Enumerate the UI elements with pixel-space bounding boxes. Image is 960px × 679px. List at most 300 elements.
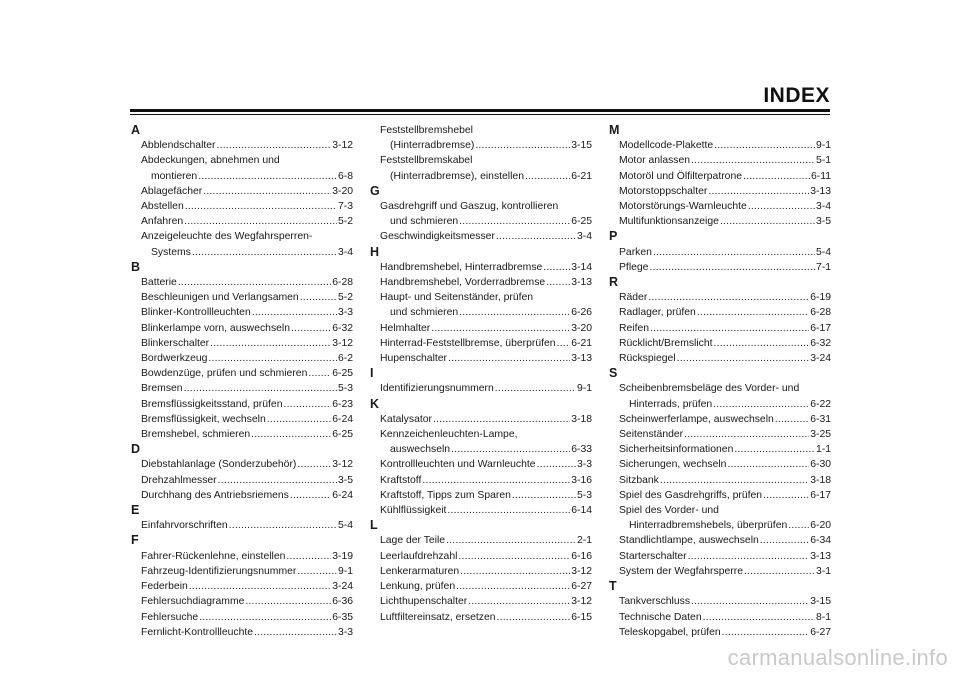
index-entry-text: Spiel des Vorder- und — [619, 505, 719, 517]
page-reference: 3-13 — [810, 550, 831, 562]
index-entry-text: Bordwerkzeug — [141, 353, 208, 365]
dot-leader — [763, 488, 809, 503]
dot-leader — [290, 488, 331, 503]
index-entry — [131, 381, 353, 396]
page-reference: 3-18 — [810, 474, 831, 486]
dot-leader — [512, 488, 576, 503]
index-entry — [609, 564, 831, 579]
index-entry-text: Rücklicht/Bremslicht — [619, 337, 713, 349]
index-entry — [370, 610, 592, 625]
dot-leader — [291, 321, 331, 336]
page-reference: 6-17 — [810, 489, 831, 501]
page-reference: 5-1 — [815, 155, 831, 167]
page-reference: 6-31 — [810, 413, 831, 425]
index-entry-text: Kraftstoff, Tipps zum Sparen — [380, 489, 511, 501]
dot-leader — [543, 260, 570, 275]
section-letter: F — [131, 533, 139, 548]
index-entry-text: montieren — [151, 170, 198, 182]
index-entry-text: Kraftstoff — [380, 474, 422, 486]
page-reference: 3-12 — [332, 140, 353, 152]
index-entry — [131, 351, 353, 366]
dot-leader — [433, 412, 570, 427]
page-reference: 9-1 — [576, 383, 592, 395]
index-entry-text: Handbremshebel, Hinterradbremse — [380, 261, 543, 273]
index-entry — [609, 457, 831, 472]
page-reference: 6-23 — [332, 398, 353, 410]
index-entry-text: Katalysator — [380, 413, 432, 425]
index-entry-text: Identifizierungsnummern — [380, 383, 494, 395]
dot-leader — [537, 457, 576, 472]
page-reference: 6-26 — [571, 307, 592, 319]
section-letter: D — [131, 442, 141, 457]
dot-leader — [198, 169, 337, 184]
index-entry-text: Haupt- und Seitenständer, prüfen — [380, 292, 534, 304]
section-letter: E — [131, 503, 140, 518]
index-entry — [131, 488, 353, 503]
dot-leader — [727, 457, 809, 472]
index-entry-text: Kennzeichenleuchten-Lampe, — [380, 429, 518, 441]
page-reference: 5-4 — [815, 246, 831, 258]
index-entry — [609, 518, 831, 533]
index-entry-text: Bremsflüssigkeit, wechseln — [141, 413, 266, 425]
dot-leader — [691, 153, 815, 168]
index-entry — [131, 457, 353, 472]
page-reference: 6-8 — [337, 170, 353, 182]
dot-leader — [422, 473, 570, 488]
dot-leader — [650, 321, 809, 336]
page-reference: 3-13 — [571, 277, 592, 289]
dot-leader — [251, 427, 331, 442]
page-reference: 3-12 — [571, 565, 592, 577]
dot-leader — [189, 579, 331, 594]
page-reference: 3-4 — [337, 246, 353, 258]
index-entry-text: Helmhalter — [380, 322, 431, 334]
index-entry — [131, 275, 353, 290]
index-entry-text: System der Wegfahrsperre — [619, 565, 743, 577]
index-entry — [131, 625, 353, 640]
dot-leader — [708, 184, 809, 199]
dot-leader — [284, 397, 332, 412]
index-entry — [370, 275, 592, 290]
index-entry — [370, 351, 592, 366]
index-entry — [131, 366, 353, 381]
page-reference: 5-4 — [337, 520, 353, 532]
dot-leader — [245, 594, 331, 609]
index-entry-text: Abdeckungen, abnehmen und — [141, 155, 280, 167]
page-reference: 6-30 — [810, 459, 831, 471]
page-reference: 3-20 — [332, 185, 353, 197]
page-reference: 6-2 — [337, 353, 353, 365]
dot-leader — [210, 336, 331, 351]
dot-leader — [468, 594, 570, 609]
dot-leader — [688, 549, 810, 564]
index-entry-text: Technische Daten — [619, 611, 702, 623]
dot-leader — [446, 533, 576, 548]
section-letter: A — [131, 123, 141, 137]
page-reference: 6-24 — [332, 413, 353, 425]
index-entry — [370, 305, 592, 320]
page-reference: 3-5 — [815, 216, 831, 228]
index-entry — [370, 336, 592, 351]
dot-leader — [788, 518, 809, 533]
dot-leader — [546, 275, 570, 290]
dot-leader — [748, 199, 815, 214]
index-entry — [370, 457, 592, 472]
index-entry — [131, 138, 353, 153]
index-entry — [370, 214, 592, 229]
dot-leader — [744, 564, 815, 579]
index-entry-text: Fehlersuchdiagramme — [141, 596, 245, 608]
index-entry-text: Geschwindigkeitsmesser — [380, 231, 495, 243]
dot-leader — [456, 579, 570, 594]
watermark: carmanualsonline.info — [727, 645, 948, 670]
index-entry — [370, 579, 592, 594]
page-reference: 6-36 — [332, 596, 353, 608]
dot-leader — [252, 305, 337, 320]
index-entry — [609, 260, 831, 275]
page-reference: 3-3 — [337, 307, 353, 319]
dot-leader — [497, 610, 571, 625]
index-entry — [370, 138, 592, 153]
dot-leader — [192, 245, 337, 260]
page-reference: 5-2 — [337, 216, 353, 228]
dot-leader — [653, 245, 815, 260]
section-letter: T — [609, 579, 617, 594]
index-entry — [609, 594, 831, 609]
index-entry — [370, 321, 592, 336]
dot-leader — [720, 214, 815, 229]
dot-leader — [254, 625, 337, 640]
index-entry — [370, 549, 592, 564]
index-entry-text: (Hinterradbremse), einstellen — [390, 170, 524, 182]
index-entry-text: (Hinterradbremse) — [390, 140, 475, 152]
index-entry — [609, 336, 831, 351]
index-entry — [131, 579, 353, 594]
index-entry — [370, 503, 592, 518]
index-entry-text: Hinterradbremshebels, überprüfen — [629, 520, 788, 532]
index-entry — [609, 199, 831, 214]
index-entry — [131, 564, 353, 579]
index-entry — [609, 412, 831, 427]
index-entry — [609, 290, 831, 305]
index-entry-text: Spiel des Gasdrehgriffs, prüfen — [619, 489, 763, 501]
index-entry-text: Blinkerlampe vorn, auswechseln — [141, 322, 291, 334]
dot-leader — [431, 321, 570, 336]
page-reference: 3-12 — [571, 596, 592, 608]
dot-leader — [203, 184, 331, 199]
index-entry-text: Motorstoppschalter — [619, 185, 708, 197]
dot-leader — [178, 275, 331, 290]
index-entry — [131, 518, 353, 533]
index-entry — [131, 199, 353, 214]
index-entry-text: Feststellbremshebel — [380, 125, 473, 136]
page-reference: 6-25 — [571, 216, 592, 228]
index-entry — [131, 610, 353, 625]
page-reference: 6-17 — [810, 322, 831, 334]
dot-leader — [297, 564, 337, 579]
index-entry-text: Fehlersuche — [141, 611, 199, 623]
page-reference: 3-13 — [571, 353, 592, 365]
page-reference: 3-16 — [571, 474, 592, 486]
header-rule-thin — [130, 114, 830, 115]
index-entry — [131, 305, 353, 320]
index-entry-text: Sitzbank — [619, 474, 659, 486]
page-reference: 3-3 — [576, 459, 592, 471]
section-letter: R — [609, 275, 619, 290]
index-entry — [131, 549, 353, 564]
index-entry-text: Bremsen — [141, 383, 183, 395]
section-letter: L — [370, 518, 378, 533]
dot-leader — [495, 381, 576, 396]
page-reference: 7-1 — [815, 261, 831, 273]
page-reference: 3-1 — [815, 565, 831, 577]
index-entry-text: Ablagefächer — [141, 185, 203, 197]
page-reference: 3-4 — [576, 231, 592, 243]
dot-leader — [184, 381, 337, 396]
index-entry-text: Hupenschalter — [380, 353, 448, 365]
index-entry-text: Sicherungen, wechseln — [619, 459, 727, 471]
index-entry — [370, 594, 592, 609]
page-reference: 6-14 — [571, 505, 592, 517]
page-reference: 9-1 — [337, 565, 353, 577]
index-entry-text: Scheibenbremsbeläge des Vorder- und — [619, 383, 800, 395]
page-reference: 6-24 — [332, 489, 353, 501]
dot-leader — [184, 214, 337, 229]
dot-leader — [697, 305, 809, 320]
dot-leader — [760, 533, 809, 548]
index-entry-text: Luftfiltereinsatz, ersetzen — [380, 611, 496, 623]
dot-leader — [217, 138, 332, 153]
section-letter: B — [131, 259, 141, 274]
index-entry — [609, 245, 831, 260]
page-reference: 2-1 — [576, 535, 592, 547]
page-reference: 6-21 — [571, 337, 592, 349]
index-entry-text: Motoröl und Ölfilterpatrone — [619, 170, 743, 182]
index-entry-text: Lenkung, prüfen — [380, 581, 456, 593]
dot-leader — [451, 442, 570, 457]
index-entry-text: Feststellbremskabel — [380, 155, 473, 167]
index-entry-text: Einfahrvorschriften — [141, 520, 228, 532]
index-entry-text: Handbremshebel, Vorderradbremse — [380, 277, 546, 289]
index-entry — [609, 351, 831, 366]
page-reference: 6-33 — [571, 444, 592, 456]
dot-leader — [649, 260, 815, 275]
page-reference: 6-16 — [571, 550, 592, 562]
index-entry-text: Standlichtlampe, auswechseln — [619, 535, 759, 547]
index-entry — [131, 245, 353, 260]
index-entry — [609, 184, 831, 199]
page-reference: 3-25 — [810, 429, 831, 441]
dot-leader — [267, 412, 331, 427]
index-entry-text: Fahrzeug-Identifizierungsnummer — [141, 565, 297, 577]
index-entry — [370, 169, 592, 184]
page-reference: 5-3 — [337, 383, 353, 395]
index-entry-text: Radlager, prüfen — [619, 307, 696, 319]
dot-leader — [447, 503, 570, 518]
page-reference: 3-14 — [571, 261, 592, 273]
index-entry-text: und schmieren — [390, 307, 459, 319]
index-entry — [370, 229, 592, 244]
page-reference: 3-5 — [337, 474, 353, 486]
page-reference: 6-35 — [332, 611, 353, 623]
page-reference: 6-27 — [810, 626, 831, 638]
dot-leader — [714, 138, 815, 153]
page-reference: 3-12 — [332, 459, 353, 471]
page-reference: 3-12 — [332, 337, 353, 349]
index-entry-text: Systems — [151, 246, 191, 258]
index-entry-text: Reifen — [619, 322, 650, 334]
index-entry-text: Teleskopgabel, prüfen — [619, 626, 721, 638]
index-entry-text: Fernlicht-Kontrollleuchte — [141, 626, 254, 638]
index-entry — [609, 625, 831, 640]
index-entry-text: Kühlflüssigkeit — [380, 505, 447, 517]
page-reference: 3-13 — [810, 185, 831, 197]
page-reference: 6-19 — [810, 292, 831, 304]
dot-leader — [229, 518, 337, 533]
index-entry-text: Bremshebel, schmieren — [141, 429, 251, 441]
index-entry-text: Batterie — [141, 277, 177, 289]
index-entry-text: Abstellen — [141, 201, 184, 213]
section-letter: I — [370, 366, 374, 381]
dot-leader — [743, 169, 810, 184]
index-entry — [370, 412, 592, 427]
dot-leader — [660, 473, 809, 488]
page-reference: 6-25 — [332, 368, 353, 380]
dot-leader — [297, 457, 331, 472]
index-entry-text: Leerlaufdrehzahl — [380, 550, 458, 562]
page-reference: 3-24 — [810, 353, 831, 365]
page-reference: 6-27 — [571, 581, 592, 593]
dot-leader — [459, 305, 570, 320]
dot-leader — [199, 610, 331, 625]
index-entry-text: Pflege — [619, 261, 649, 273]
index-entry-text: Parken — [619, 246, 652, 258]
index-entry-text: auswechseln — [390, 444, 451, 456]
index-entry — [370, 442, 592, 457]
index-entry-text: Tankverschluss — [619, 596, 691, 608]
dot-leader — [525, 169, 570, 184]
page-reference: 6-22 — [810, 398, 831, 410]
section-letter: S — [609, 366, 618, 381]
page-reference: 3-24 — [332, 581, 353, 593]
dot-leader — [713, 397, 809, 412]
dot-leader — [691, 594, 809, 609]
page-reference: 6-32 — [332, 322, 353, 334]
section-letter: G — [370, 183, 380, 198]
dot-leader — [714, 336, 810, 351]
header-rule-thick — [130, 109, 830, 112]
index-entry — [609, 153, 831, 168]
page-reference: 3-4 — [815, 201, 831, 213]
page-reference: 9-1 — [815, 140, 831, 152]
dot-leader — [448, 351, 570, 366]
index-entry-text: Gasdrehgriff und Gaszug, kontrollieren — [380, 201, 559, 213]
dot-leader — [684, 427, 809, 442]
page-reference: 6-32 — [810, 337, 831, 349]
index-entry-text: Anzeigeleuchte des Wegfahrsperren- — [141, 231, 313, 243]
index-entry-text: Seitenständer — [619, 429, 684, 441]
page-reference: 6-15 — [571, 611, 592, 623]
dot-leader — [775, 412, 809, 427]
page-reference: 5-2 — [337, 292, 353, 304]
index-entry-text: Lenkerarmaturen — [380, 565, 460, 577]
index-entry-text: Hinterrads, prüfen — [629, 398, 713, 410]
page-reference: 8-1 — [815, 611, 831, 623]
dot-leader — [557, 336, 571, 351]
page-reference: 5-3 — [576, 489, 592, 501]
page-reference: 3-20 — [571, 322, 592, 334]
page-reference: 3-3 — [337, 626, 353, 638]
index-entry — [370, 533, 592, 548]
index-entry — [131, 594, 353, 609]
index-entry — [131, 214, 353, 229]
index-entry — [370, 564, 592, 579]
index-entry-text: Scheinwerferlampe, auswechseln — [619, 413, 774, 425]
index-entry — [370, 473, 592, 488]
index-entry-text: Diebstahlanlage (Sonderzubehör) — [141, 459, 297, 471]
page-reference: 6-34 — [810, 535, 831, 547]
page-reference: 3-15 — [810, 596, 831, 608]
index-entry-text: Lichthupenschalter — [380, 596, 468, 608]
index-entry — [370, 381, 592, 396]
index-entry — [131, 169, 353, 184]
index-entry-text: Anfahren — [141, 216, 184, 228]
index-entry — [131, 290, 353, 305]
page-reference: 3-19 — [332, 550, 353, 562]
index-column-1 — [131, 123, 353, 640]
index-entry — [131, 321, 353, 336]
index-entry — [131, 336, 353, 351]
index-entry-text: Starterschalter — [619, 550, 687, 562]
index-entry-text: Motorstörungs-Warnleuchte — [619, 201, 747, 213]
dot-leader — [459, 214, 570, 229]
index-column-3 — [609, 123, 831, 640]
page-reference: 6-28 — [332, 277, 353, 289]
index-entry-text: Sicherheitsinformationen — [619, 444, 734, 456]
index-entry — [609, 427, 831, 442]
index-entry-text: Multifunktionsanzeige — [619, 216, 719, 228]
index-entry — [609, 610, 831, 625]
dot-leader — [496, 229, 576, 244]
dot-leader — [734, 442, 815, 457]
page-reference: 6-25 — [332, 429, 353, 441]
index-entry — [131, 427, 353, 442]
page-reference: 6-28 — [810, 307, 831, 319]
dot-leader — [286, 549, 331, 564]
index-entry-text: Bremsflüssigkeitsstand, prüfen — [141, 398, 283, 410]
page-reference: 6-20 — [810, 520, 831, 532]
index-entry-text: und schmieren — [390, 216, 459, 228]
dot-leader — [677, 351, 810, 366]
index-entry-text: Kontrollleuchten und Warnleuchte — [380, 459, 536, 471]
index-entry-text: Federbein — [141, 581, 188, 593]
index-entry — [609, 214, 831, 229]
index-entry-text: Hinterrad-Feststellbremse, überprüfen — [380, 337, 556, 349]
index-entry — [370, 260, 592, 275]
index-entry-text: Rückspiegel — [619, 353, 676, 365]
index-entry — [131, 412, 353, 427]
index-entry-text: Bowdenzüge, prüfen und schmieren — [141, 368, 308, 380]
index-entry — [609, 442, 831, 457]
index-entry-text: Modellcode-Plakette — [619, 140, 714, 152]
dot-leader — [460, 564, 570, 579]
dot-leader — [458, 549, 570, 564]
index-entry — [609, 138, 831, 153]
page-title: INDEX — [763, 84, 830, 107]
dot-leader — [475, 138, 570, 153]
index-entry — [609, 169, 831, 184]
index-entry — [370, 488, 592, 503]
